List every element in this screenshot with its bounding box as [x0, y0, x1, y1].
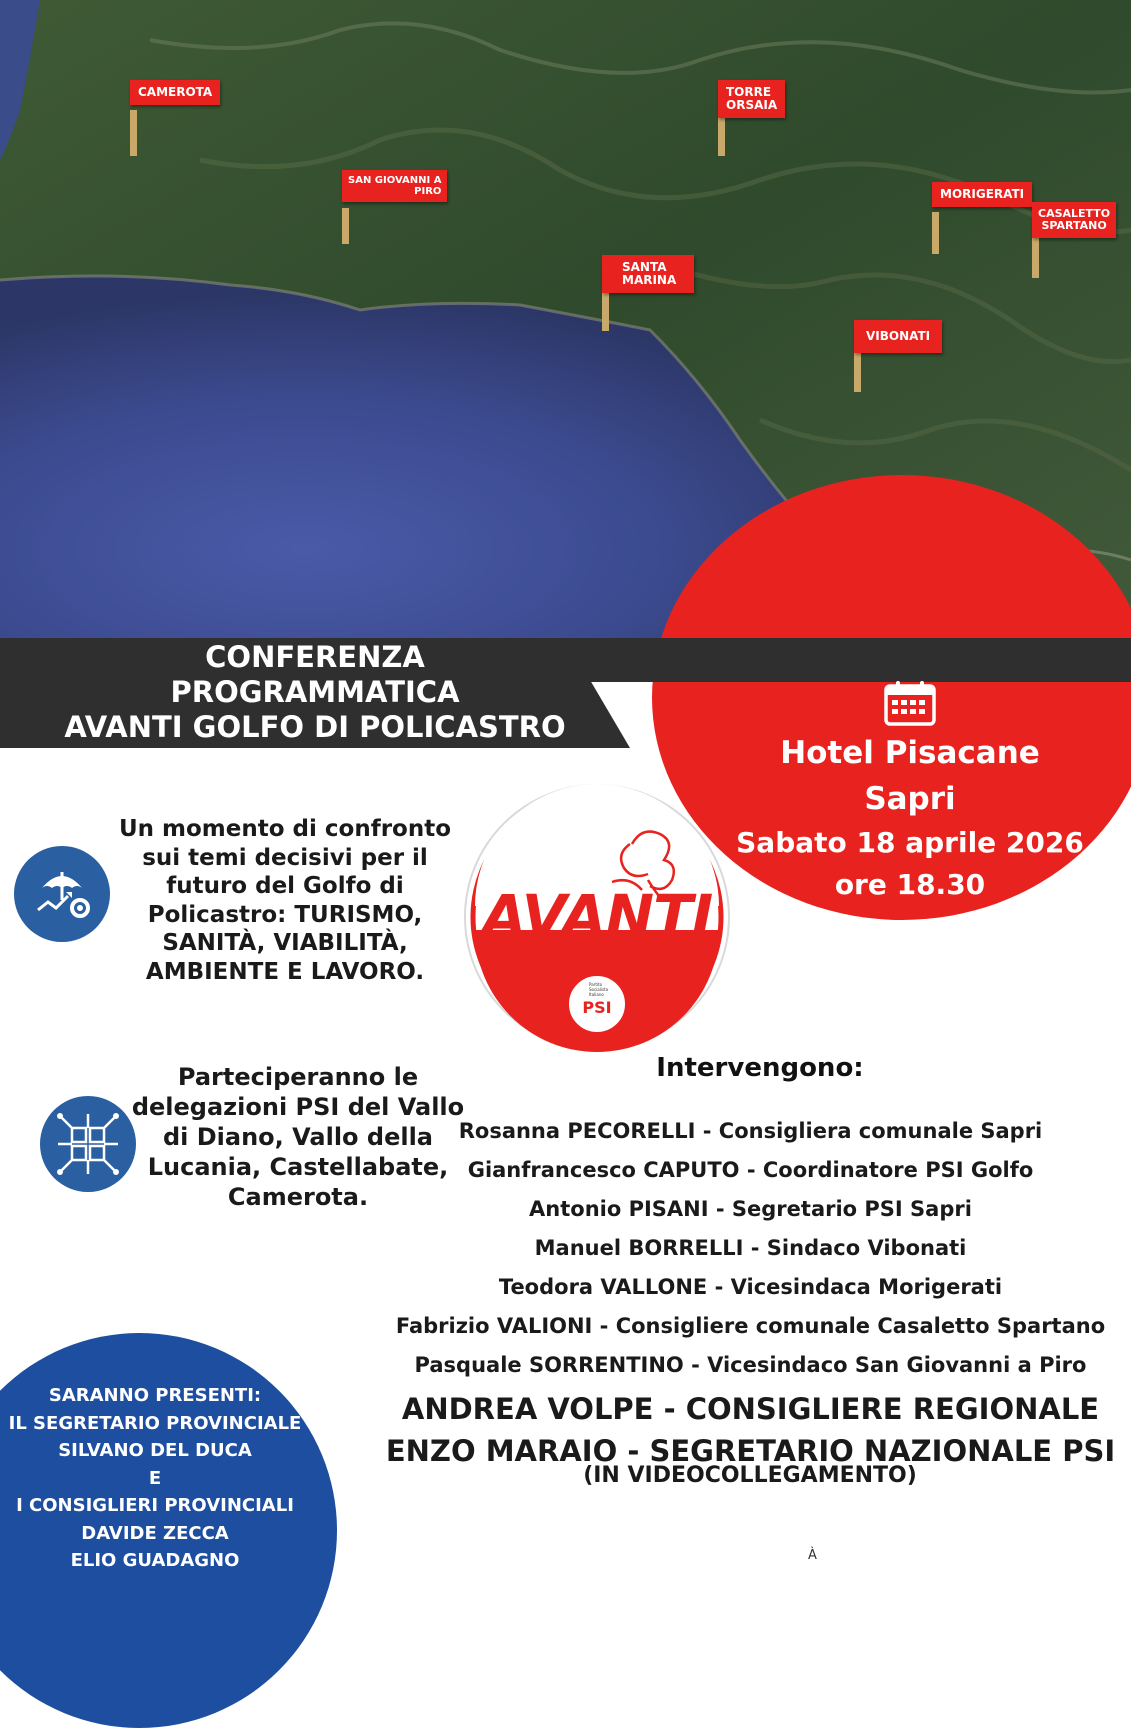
title-line-1: CONFERENZA	[205, 640, 425, 674]
present-line: SARANNO PRESENTI:	[48, 1385, 262, 1406]
delegations-text: Parteciperanno le delegazioni PSI del Vallo di Diano, Vallo della Lucania, Castellabate, Camerota.	[131, 1063, 465, 1211]
present-line: ELIO GUADAGNO	[70, 1550, 240, 1571]
map-label-santa-marina: SANTA MARINA	[602, 255, 694, 293]
umbrella-growth-icon	[14, 846, 110, 942]
keynote-item: ANDREA VOLPE - CONSIGLIERE REGIONALE	[401, 1392, 1100, 1426]
intro-text: Un momento di confronto sui temi decisivi per il futuro del Golfo di Policastro: TURISMO, SANITÀ, VIABILITÀ, AMBIENTE E LAVORO.	[118, 816, 452, 985]
present-line: IL SEGRETARIO PROVINCIALE	[8, 1412, 302, 1434]
psi-badge-small-text: Partito Socialista Italiano	[589, 982, 609, 997]
speaker-item: Manuel BORRELLI - Sindaco Vibonati	[534, 1236, 967, 1260]
calendar-icon	[883, 680, 937, 726]
map-label-camerota: CAMEROTA	[130, 80, 220, 105]
present-line: E	[148, 1467, 162, 1489]
title-line-3: AVANTI GOLFO DI POLICASTRO	[64, 710, 566, 744]
map-label-casaletto-spartano: CASALETTO SPARTANO	[1032, 202, 1116, 238]
logo-wordmark: AVANTI	[481, 882, 713, 950]
page-title	[60, 640, 570, 745]
venue-name: Hotel Pisacane	[780, 735, 1040, 771]
present-line: SILVANO DEL DUCA	[58, 1440, 252, 1461]
present-line: DAVIDE ZECCA	[81, 1522, 229, 1544]
speakers-heading: Intervengono:	[656, 1053, 864, 1083]
venue-city: Sapri	[864, 781, 956, 817]
speakers-list	[370, 1112, 1131, 1385]
avanti-logo	[462, 782, 732, 1052]
video-link-note: (IN VIDEOCOLLEGAMENTO)	[583, 1463, 917, 1488]
psi-badge-text: PSI	[582, 998, 612, 1017]
keynote-speakers	[370, 1388, 1131, 1472]
present-line: I CONSIGLIERI PROVINCIALI	[16, 1495, 294, 1516]
speaker-item: Teodora VALLONE - Vicesindaca Morigerati	[498, 1275, 1003, 1299]
psi-badge	[567, 974, 627, 1034]
keynote-item: ENZO MARAIO - SEGRETARIO NAZIONALE PSI	[385, 1434, 1116, 1468]
map-label-san-giovanni-a-piro: SAN GIOVANNI A PIRO	[342, 170, 447, 202]
event-time: ore 18.30	[834, 868, 986, 901]
event-details	[730, 730, 1090, 906]
title-line-2: PROGRAMMATICA	[170, 675, 460, 709]
map-label-torre-orsaia: TORRE ORSAIA	[718, 80, 785, 118]
present-guests-text	[0, 1382, 310, 1575]
event-date: Sabato 18 aprile 2026	[736, 826, 1084, 859]
speaker-item: Antonio PISANI - Segretario PSI Sapri	[529, 1197, 972, 1221]
stray-character: À	[808, 1548, 817, 1563]
map-label-vibonati: VIBONATI	[854, 320, 942, 353]
speaker-item: Fabrizio VALIONI - Consigliere comunale Casaletto Spartano	[395, 1314, 1106, 1338]
speaker-item: Pasquale SORRENTINO - Vicesindaco San Giovanni a Piro	[414, 1353, 1087, 1377]
map-label-morigerati: MORIGERATI	[932, 182, 1032, 207]
speaker-item: Gianfrancesco CAPUTO - Coordinatore PSI Golfo	[467, 1158, 1034, 1182]
speaker-item: Rosanna PECORELLI - Consigliera comunale Sapri	[458, 1119, 1043, 1143]
